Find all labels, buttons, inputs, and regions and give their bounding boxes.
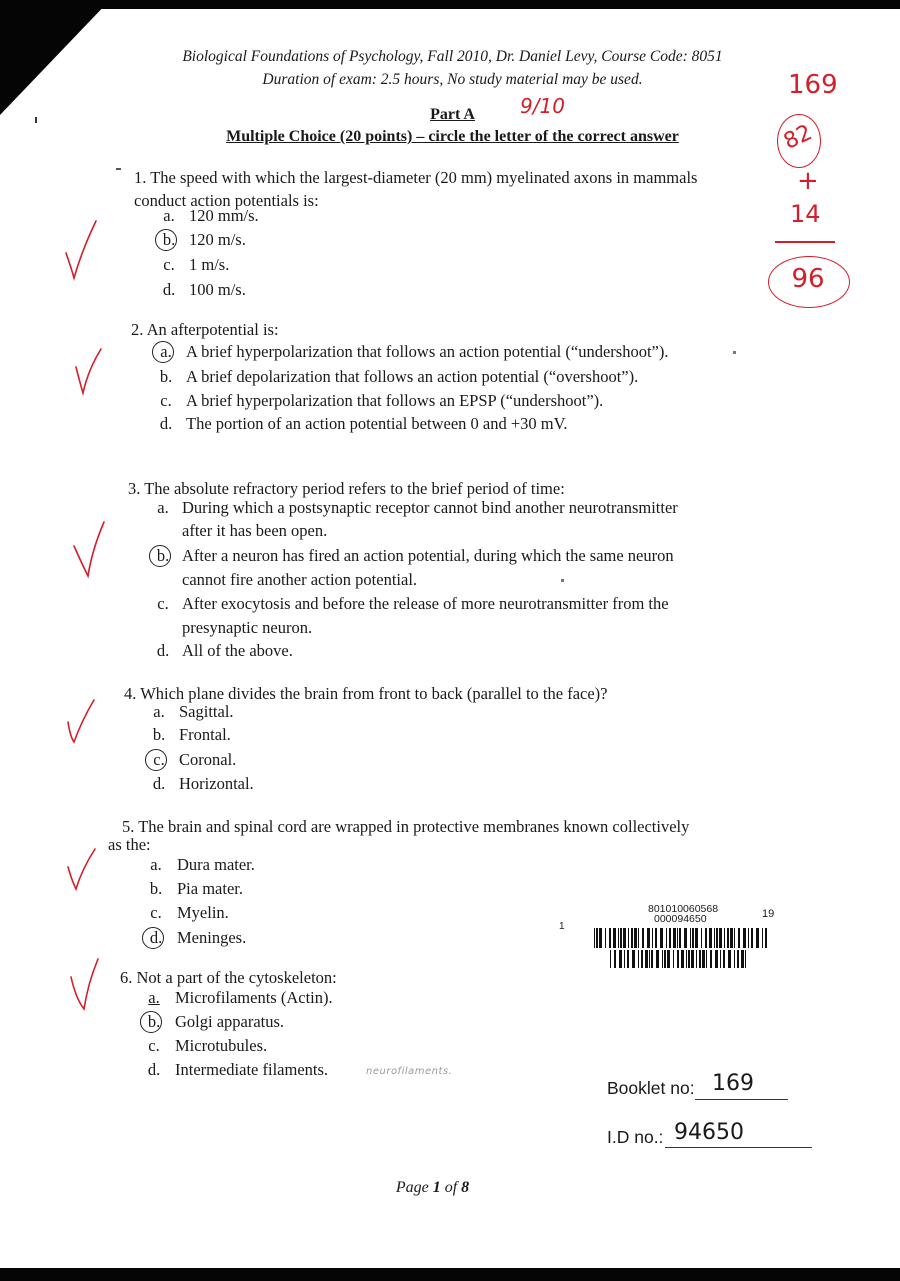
barcode-bar — [681, 950, 684, 968]
question-2-line-1: 2. An afterpotential is: — [131, 320, 279, 339]
page-number: 1 — [432, 1179, 441, 1196]
option-text: Myelin. — [177, 903, 229, 922]
barcode-bar — [664, 950, 666, 968]
barcode-bar — [619, 950, 622, 968]
barcode-icon — [594, 928, 770, 948]
option-text: Microtubules. — [175, 1036, 268, 1055]
barcode-icon — [610, 950, 750, 968]
option-letter: a. — [160, 342, 172, 361]
option-letter: b. — [162, 230, 176, 249]
option-text-continued: cannot fire another action potential. — [182, 570, 418, 589]
option-text: Dura mater. — [177, 855, 255, 874]
total-circled: 96 — [791, 264, 825, 294]
barcode-bar — [638, 928, 639, 948]
question-5-line-2: as the: — [108, 835, 151, 854]
option-letter: c. — [157, 594, 169, 613]
option-letter: a. — [150, 855, 162, 874]
barcode-bar — [656, 950, 659, 968]
barcode-bar — [695, 928, 698, 948]
barcode-bar — [684, 928, 687, 948]
option-text: 120 mm/s. — [189, 206, 259, 225]
option-letter: b. — [152, 725, 166, 744]
part-score: 9/10 — [520, 94, 565, 118]
barcode-bar — [628, 928, 629, 948]
barcode-bar — [765, 928, 767, 948]
check-mark-icon — [64, 845, 104, 895]
score-added: 14 — [790, 200, 821, 228]
barcode-bar — [641, 950, 643, 968]
barcode-number-1: 801010060568 — [648, 903, 719, 915]
option-letter: a. — [148, 988, 160, 1007]
id-line — [665, 1147, 812, 1148]
option-letter: d. — [159, 414, 173, 433]
barcode-side-number: 19 — [762, 908, 775, 920]
check-mark-icon — [70, 518, 110, 583]
option-text: A brief depolarization that follows an action potential (“overshoot”). — [186, 367, 639, 386]
option-text: Sagittal. — [179, 702, 234, 721]
question-3-line-1: 3. The absolute refractory period refers to the brief period of time: — [128, 479, 565, 498]
barcode-bar — [596, 928, 598, 948]
question-1-line-1: 1. The speed with which the largest-diameter (20 mm) myelinated axons in mammals — [134, 168, 698, 187]
part-title: Part A — [430, 106, 475, 123]
barcode-bar — [709, 928, 712, 948]
option-letter: b. — [156, 546, 170, 565]
question-2 — [131, 318, 279, 341]
barcode-bar — [741, 950, 744, 968]
check-mark-icon — [70, 345, 110, 400]
option-letter: b. — [159, 367, 173, 386]
barcode-bar — [631, 928, 633, 948]
option-letter: c. — [160, 391, 172, 410]
barcode-bar — [730, 928, 733, 948]
barcode-bar — [723, 950, 725, 968]
barcode-bar — [748, 928, 749, 948]
barcode-bar — [715, 950, 718, 968]
page-of: of — [440, 1179, 462, 1196]
scan-dot — [561, 579, 564, 582]
booklet-total-handwritten: 169 — [788, 70, 838, 100]
page-total: 8 — [461, 1179, 470, 1196]
barcode-bar — [599, 928, 602, 948]
scan-dot — [733, 351, 736, 354]
plus-sign: + — [797, 166, 819, 196]
barcode-bar — [620, 928, 622, 948]
option-text: 120 m/s. — [189, 230, 246, 249]
barcode-bar — [727, 928, 729, 948]
option-letter: d. — [156, 641, 170, 660]
option-text: Pia mater. — [177, 879, 243, 898]
margin-note: neurofilaments. — [366, 1066, 453, 1077]
option-letter: c. — [153, 750, 165, 769]
exam-header-line-2: Duration of exam: 2.5 hours, No study material may be used. — [262, 71, 643, 88]
option-text: Intermediate filaments. — [175, 1060, 329, 1079]
option-letter: c. — [148, 1036, 160, 1055]
barcode-bar — [610, 950, 611, 968]
barcode-bar — [649, 950, 650, 968]
question-4-line-1: 4. Which plane divides the brain from front to back (parallel to the face)? — [124, 684, 608, 703]
barcode-bar — [762, 928, 763, 948]
option-letter: d. — [152, 774, 166, 793]
barcode-bar — [734, 950, 735, 968]
barcode-bar — [652, 928, 653, 948]
option-text: A brief hyperpolarization that follows an action potential (“undershoot”). — [186, 342, 669, 361]
option-text: A brief hyperpolarization that follows an EPSP (“undershoot”). — [186, 391, 604, 410]
option-letter: b. — [147, 1012, 161, 1031]
option-letter: c. — [163, 255, 175, 274]
barcode-bar — [627, 950, 629, 968]
barcode-bar — [638, 950, 639, 968]
barcode-bar — [719, 928, 722, 948]
barcode-bar — [651, 950, 653, 968]
barcode-bar — [677, 928, 678, 948]
barcode-bar — [614, 950, 616, 968]
barcode-bar — [705, 928, 707, 948]
barcode-bar — [720, 950, 721, 968]
option-text: 1 m/s. — [189, 255, 230, 274]
barcode-bar — [728, 950, 731, 968]
option-letter: b. — [149, 879, 163, 898]
barcode-bar — [673, 928, 676, 948]
barcode-bar — [609, 928, 611, 948]
question-6-line-1: 6. Not a part of the cytoskeleton: — [120, 968, 337, 987]
barcode-bar — [662, 950, 663, 968]
barcode-bar — [692, 928, 694, 948]
option-text-continued: presynaptic neuron. — [182, 618, 313, 637]
barcode-bar — [706, 950, 707, 968]
option-text: Meninges. — [177, 928, 247, 947]
barcode-small-mark: 1 — [559, 921, 565, 932]
barcode-bar — [745, 950, 746, 968]
barcode-bar — [699, 950, 701, 968]
option-letter: a. — [163, 206, 175, 225]
barcode-bar — [737, 950, 739, 968]
option-text: After a neuron has fired an action potential, during which the same neuron — [182, 546, 674, 565]
barcode-number-2: 000094650 — [654, 913, 707, 925]
barcode-bar — [642, 928, 644, 948]
barcode-bar — [666, 928, 667, 948]
barcode-bar — [743, 928, 746, 948]
question-1-line-2: conduct action potentials is: — [134, 191, 319, 210]
barcode-bar — [624, 950, 625, 968]
barcode-bar — [677, 950, 679, 968]
barcode-bar — [691, 950, 694, 968]
barcode-bar — [669, 928, 671, 948]
barcode-bar — [647, 928, 650, 948]
barcode-bar — [645, 950, 648, 968]
option-text: Horizontal. — [179, 774, 254, 793]
question-5-line-1: 5. The brain and spinal cord are wrapped in protective membranes known collectively — [122, 817, 690, 836]
barcode-bar — [613, 928, 616, 948]
barcode-bar — [714, 928, 715, 948]
barcode-bar — [724, 928, 725, 948]
barcode-bar — [594, 928, 595, 948]
option-letter: d. — [162, 280, 176, 299]
barcode-bar — [696, 950, 697, 968]
barcode-bar — [667, 950, 670, 968]
question-3 — [128, 477, 565, 500]
barcode-bar — [702, 950, 705, 968]
option-text: Golgi apparatus. — [175, 1012, 285, 1031]
scan-dot — [116, 168, 121, 170]
barcode-bar — [738, 928, 740, 948]
part-instructions: Multiple Choice (20 points) – circle the letter of the correct answer — [226, 128, 679, 145]
barcode-bar — [655, 928, 657, 948]
option-text: Coronal. — [179, 750, 237, 769]
barcode-bar — [734, 928, 735, 948]
exam-header-line-1: Biological Foundations of Psychology, Fall 2010, Dr. Daniel Levy, Course Code: 8051 — [182, 48, 723, 65]
booklet-value[interactable]: 169 — [712, 1071, 754, 1096]
barcode-bar — [673, 950, 674, 968]
barcode-bar — [618, 928, 619, 948]
barcode-bar — [605, 928, 606, 948]
option-text: During which a postsynaptic receptor cannot bind another neurotransmitter — [182, 498, 678, 517]
barcode-bar — [686, 950, 687, 968]
page-footer — [0, 1179, 865, 1197]
question-6 — [120, 966, 337, 989]
option-letter: d. — [147, 1060, 161, 1079]
option-letter: d. — [149, 928, 163, 947]
score-circled: 82 — [780, 120, 816, 155]
barcode-bar — [716, 928, 718, 948]
page-prefix: Page — [395, 1179, 433, 1196]
option-text: All of the above. — [182, 641, 293, 660]
id-value[interactable]: 94650 — [674, 1120, 744, 1145]
option-letter: a. — [153, 702, 165, 721]
barcode-bar — [660, 928, 663, 948]
option-text: The portion of an action potential between 0 and +30 mV. — [186, 414, 568, 433]
barcode-bar — [690, 928, 691, 948]
sum-line — [775, 241, 835, 243]
check-mark-icon — [64, 696, 104, 751]
barcode-bar — [679, 928, 681, 948]
id-label: I.D no.: — [607, 1127, 664, 1147]
option-text: Frontal. — [179, 725, 231, 744]
option-text-continued: after it has been open. — [182, 521, 328, 540]
question-5 — [108, 815, 690, 856]
check-mark-icon — [66, 955, 106, 1015]
check-mark-icon — [62, 215, 102, 285]
barcode-bar — [632, 950, 635, 968]
scan-top-border — [95, 0, 900, 9]
option-letter: a. — [157, 498, 169, 517]
barcode-bar — [688, 950, 690, 968]
barcode-bar — [751, 928, 753, 948]
booklet-line — [695, 1099, 788, 1100]
barcode-bar — [710, 950, 712, 968]
option-text: Microfilaments (Actin). — [175, 988, 333, 1007]
booklet-label: Booklet no: — [607, 1078, 695, 1098]
barcode-bar — [634, 928, 637, 948]
option-text: 100 m/s. — [189, 280, 246, 299]
option-letter: c. — [150, 903, 162, 922]
barcode-bar — [701, 928, 702, 948]
barcode-bar — [756, 928, 759, 948]
scan-bottom-border — [0, 1268, 900, 1281]
option-text: After exocytosis and before the release of more neurotransmitter from the — [182, 594, 669, 613]
barcode-bar — [623, 928, 626, 948]
